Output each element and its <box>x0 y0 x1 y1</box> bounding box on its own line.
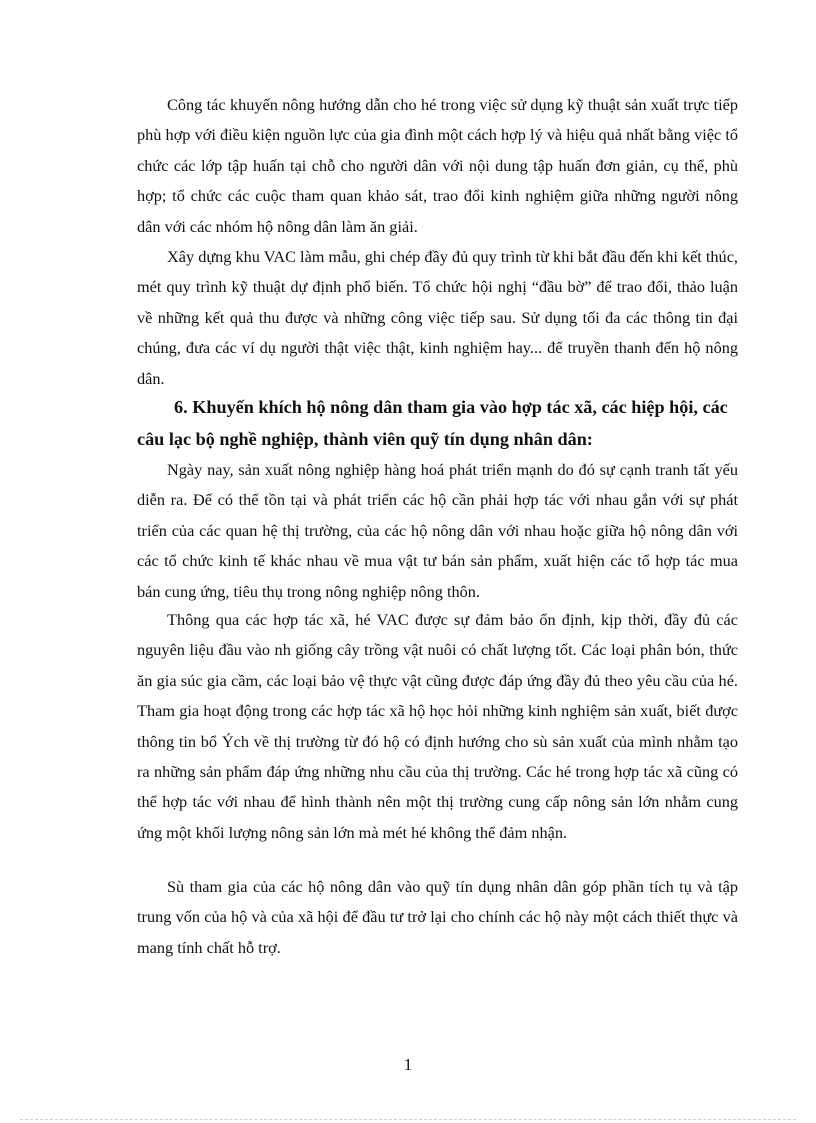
paragraph-market-cooperation: Ngày nay, sản xuất nông nghiệp hàng hoá phát triển mạnh do đó sự cạnh tranh tất yếu diễn ra. Để có thể tồn tại và phát triển các hộ cần phải hợp tác với nhau gắn với sự phát triển của các quan hệ thị trường, của các hộ nông dân với nhau hoặc giữa hộ nông dân với các tổ chức kinh tế khác nhau về mua vật tư bán sản phẩm, xuất hiện các tổ hợp tác mua bán cung ứng, tiêu thụ trong nông nghiệp nông thôn. <box>137 460 738 601</box>
paragraph-cooperative-benefits: Thông qua các hợp tác xã, hé VAC được sự đảm bảo ổn định, kịp thời, đầy đủ các nguyên liệu đầu vào nh giống cây trồng vật nuôi có chất lượng tốt. Các loại phân bón, thức ăn gia súc gia cầm, các loại bảo vệ thực vật cũng được đáp ứng đầy đủ theo yêu cầu của hé. Tham gia hoạt động trong các hợp tác xã hộ học hỏi những kinh nghiệm sản xuất, biết được thông tin bổ Ých về thị trường từ đó hộ có định hướng cho sù sản xuất của mình nhằm tạo ra những sản phẩm đáp ứng những nhu cầu của thị trường. Các hé trong hợp tác xã cũng có thể hợp tác với nhau để hình thành nên một thị trường cung cấp nông sản lớn nhằm cung ứng một khối lượng nông sản lớn mà mét hé không thể đảm nhận. <box>137 610 738 842</box>
page-number: 1 <box>403 1055 413 1074</box>
section-heading: 6. Khuyến khích hộ nông dân tham gia vào hợp tác xã, các hiệp hội, các câu lạc bộ nghề nghiệp, thành viên quỹ tín dụng nhân dân: <box>137 397 728 449</box>
paragraph-extension-training: Công tác khuyến nông hướng dẫn cho hé trong việc sử dụng kỹ thuật sản xuất trực tiếp phù hợp với điều kiện nguồn lực của gia đình một cách hợp lý và hiệu quả nhất bằng việc tổ chức các lớp tập huấn tại chỗ cho người dân với nội dung tập huấn đơn giản, cụ thể, phù hợp; tổ chức các cuộc tham quan khảo sát, trao đổi kinh nghiệm giữa những người nông dân với các nhóm hộ nông dân làm ăn giải. <box>137 95 738 236</box>
paragraph-credit-fund: Sù tham gia của các hộ nông dân vào quỹ tín dụng nhân dân góp phần tích tụ và tập trung vốn của hộ và của xã hội để đầu tư trở lại cho chính các hộ này một cách thiết thực và mang tính chất hỗ trợ. <box>137 877 738 957</box>
paragraph-vac-model: Xây dựng khu VAC làm mẫu, ghi chép đầy đủ quy trình từ khi bắt đầu đến khi kết thúc, mét quy trình kỹ thuật dự định phổ biến. Tổ chức hội nghị “đầu bờ” để trao đổi, thảo luận về những kết quả thu được và những công việc tiếp sau. Sử dụng tối đa các thông tin đại chúng, đưa các ví dụ người thật việc thật, kinh nghiệm hay... để truyền thanh đến hộ nông dân. <box>137 247 738 388</box>
page-bottom-border <box>20 1119 796 1120</box>
